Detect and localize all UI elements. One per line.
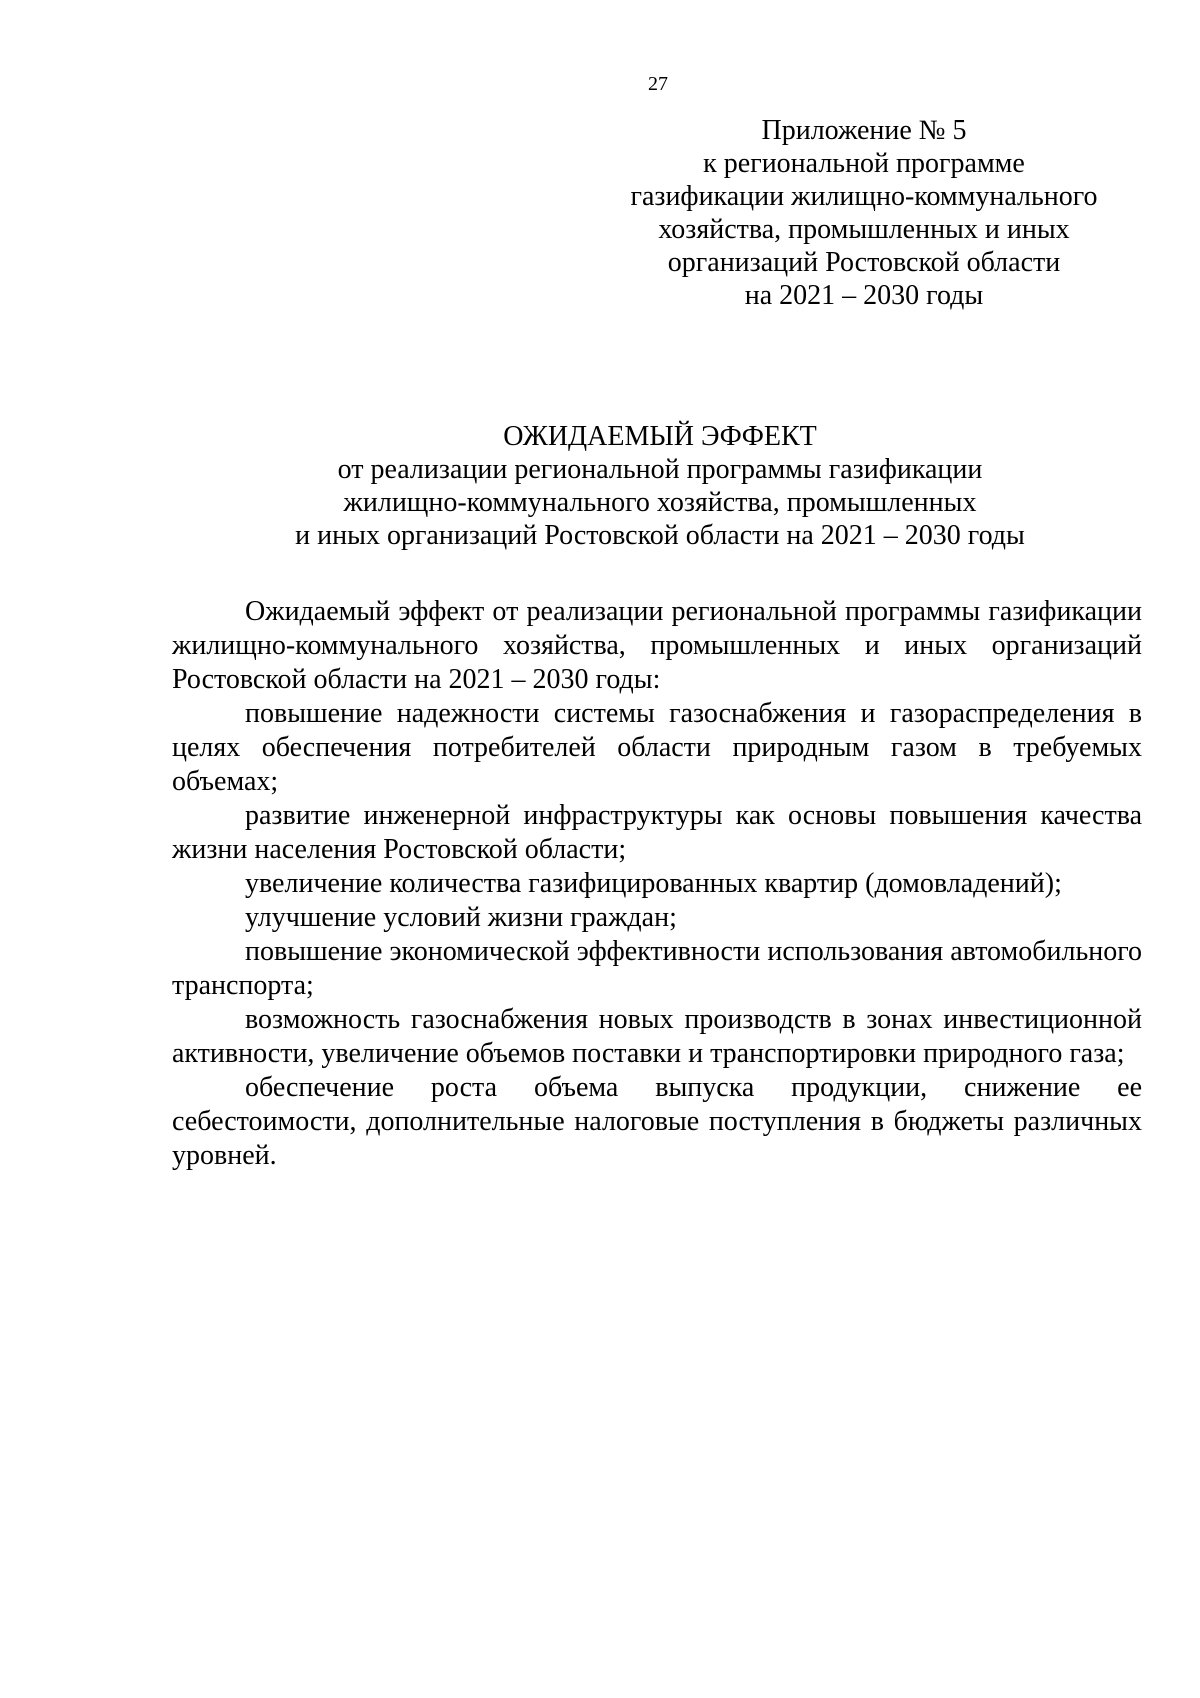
body-paragraph: развитие инженерной инфраструктуры как основы повышения качества жизни населения Ростовской области; bbox=[172, 800, 1142, 865]
appendix-line: организаций Ростовской области bbox=[667, 247, 1061, 278]
title-subtitle bbox=[170, 453, 1150, 552]
appendix-line: Приложение № 5 bbox=[761, 115, 967, 146]
body-text bbox=[172, 595, 1142, 1173]
page-number: 27 bbox=[648, 73, 668, 95]
appendix-header bbox=[600, 114, 1128, 312]
appendix-line: хозяйства, промышленных и иных bbox=[658, 214, 1070, 245]
subtitle-line: и иных организаций Ростовской области на 2021 – 2030 годы bbox=[295, 520, 1025, 551]
subtitle-line: жилищно-коммунального хозяйства, промышленных bbox=[343, 487, 977, 518]
body-paragraph: возможность газоснабжения новых производств в зонах инвестиционной активности, увеличение объемов поставки и транспортировки природного газа; bbox=[172, 1004, 1142, 1069]
document-title bbox=[170, 420, 1150, 552]
subtitle-line: от реализации региональной программы газификации bbox=[337, 454, 983, 485]
appendix-line: к региональной программе bbox=[703, 148, 1025, 179]
body-paragraph: повышение надежности системы газоснабжения и газораспределения в целях обеспечения потребителей области природным газом в требуемых объемах; bbox=[172, 698, 1142, 797]
appendix-line: газификации жилищно-коммунального bbox=[630, 181, 1098, 212]
body-paragraph: повышение экономической эффективности использования автомобильного транспорта; bbox=[172, 936, 1142, 1001]
title-main: ОЖИДАЕМЫЙ ЭФФЕКТ bbox=[503, 421, 817, 452]
body-paragraph: Ожидаемый эффект от реализации региональной программы газификации жилищно-коммунального хозяйства, промышленных и иных организаций Ростовской области на 2021 – 2030 годы: bbox=[172, 596, 1142, 695]
appendix-line: на 2021 – 2030 годы bbox=[744, 280, 984, 311]
body-paragraph: улучшение условий жизни граждан; bbox=[245, 902, 677, 933]
body-paragraph: увеличение количества газифицированных квартир (домовладений); bbox=[245, 868, 1062, 899]
body-paragraph: обеспечение роста объема выпуска продукции, снижение ее себестоимости, дополнительные налоговые поступления в бюджеты различных уровней. bbox=[172, 1072, 1142, 1171]
